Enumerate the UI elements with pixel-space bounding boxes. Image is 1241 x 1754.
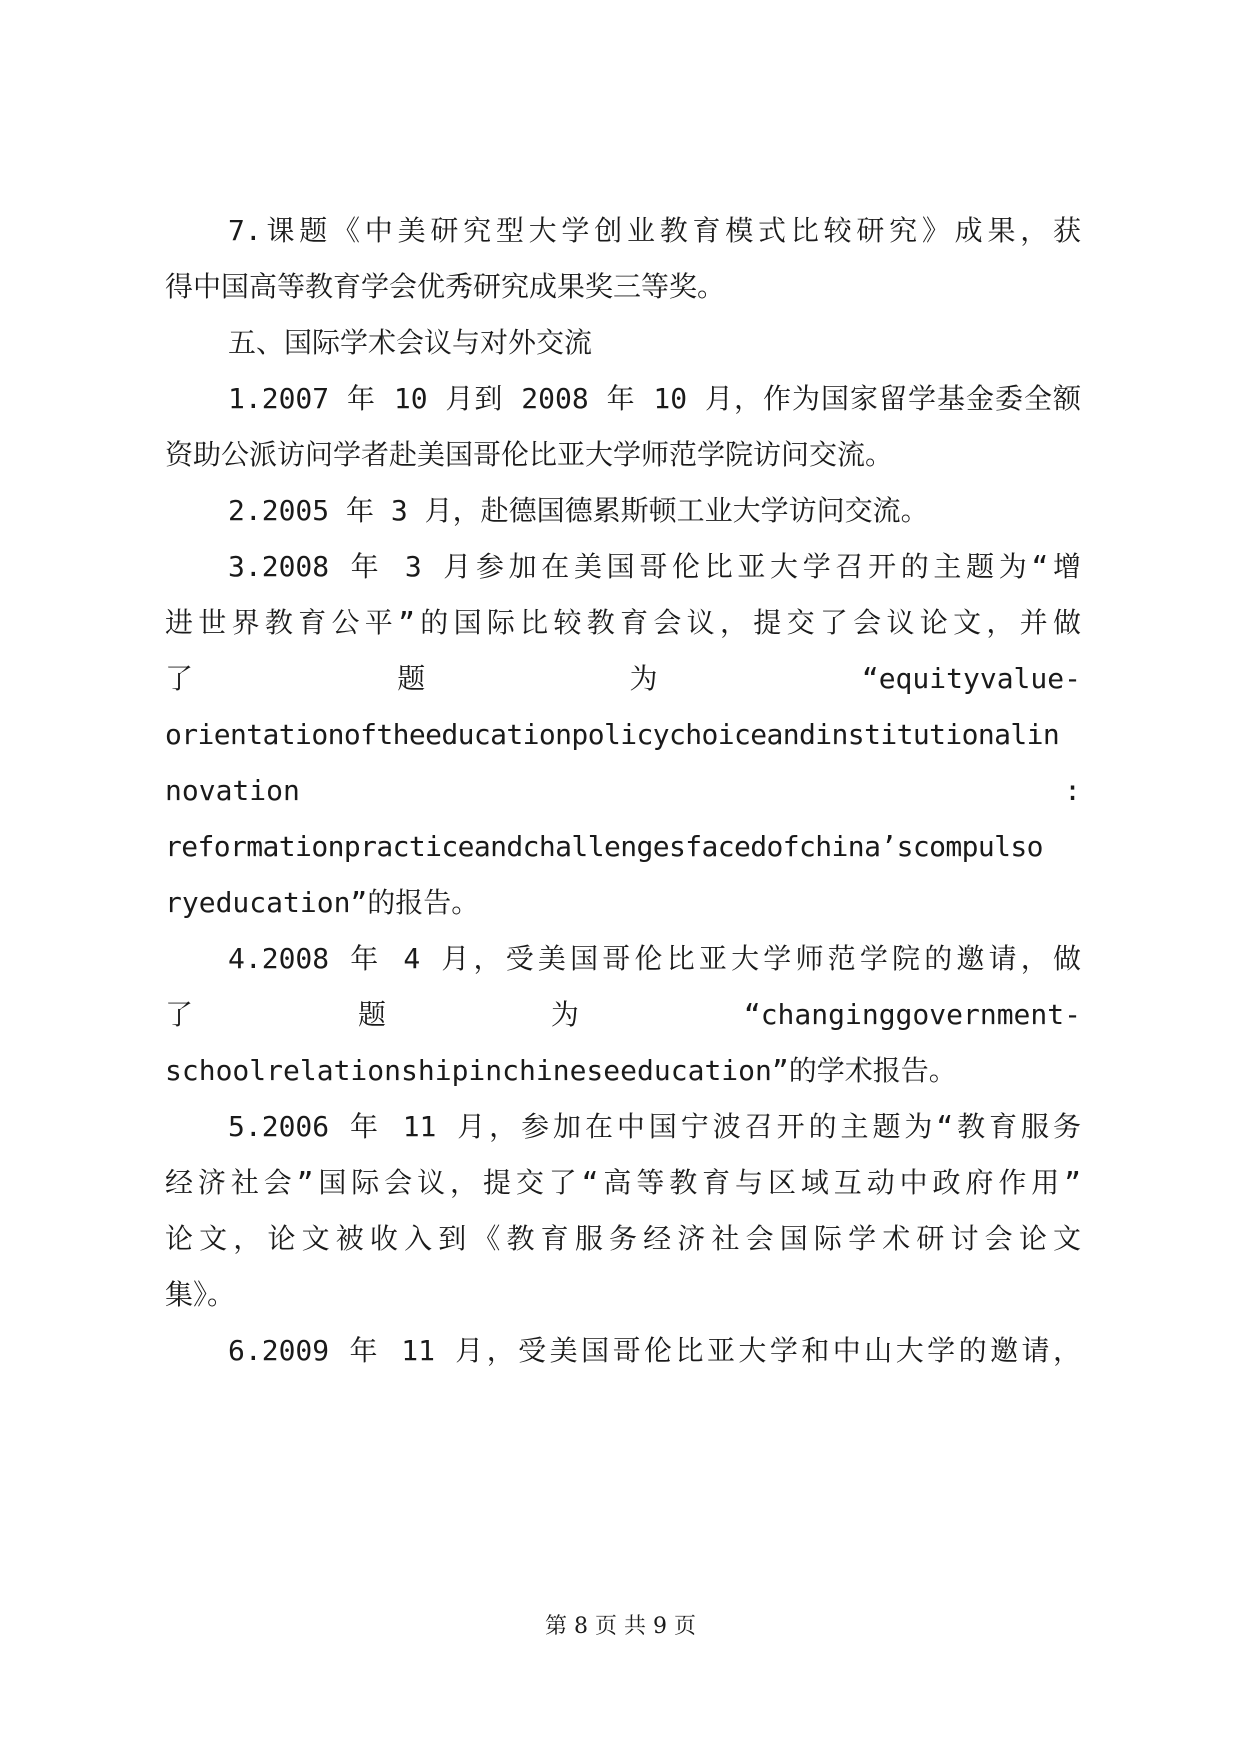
- text-line: 资助公派访问学者赴美国哥伦比亚大学师范学院访问交流。: [165, 438, 894, 471]
- text-line: 得中国高等教育学会优秀研究成果奖三等奖。: [165, 270, 726, 303]
- text-line: 经济社会”国际会议，提交了“高等教育与区域互动中政府作用”: [165, 1166, 1081, 1199]
- text-line: 集》。: [165, 1278, 236, 1311]
- text-line: 了 题 为 “equityvalue-: [165, 662, 1081, 695]
- text-line: 5.2006 年 11 月，参加在中国宁波召开的主题为“教育服务: [228, 1110, 1081, 1143]
- text-line: novation :: [165, 774, 1081, 807]
- text-line: orientationoftheeducationpolicychoiceandinstitutionalin: [165, 718, 1060, 751]
- text-line: 了 题 为 “changinggovernment-: [165, 998, 1081, 1031]
- text-line: 1.2007 年 10 月到 2008 年 10 月，作为国家留学基金委全额: [228, 382, 1081, 415]
- section-heading: 五、国际学术会议与对外交流: [228, 326, 593, 359]
- text-line: reformationpracticeandchallengesfacedofchina’scompulso: [165, 830, 1043, 863]
- text-line: ryeducation”的报告。: [165, 886, 480, 919]
- page-footer: 第 8 页 共 9 页: [545, 1614, 696, 1639]
- text-line: schoolrelationshipinchineseeducation”的学术报告。: [165, 1054, 957, 1087]
- text-line: 论文，论文被收入到《教育服务经济社会国际学术研讨会论文: [165, 1222, 1081, 1255]
- text-line: 7.课题《中美研究型大学创业教育模式比较研究》成果，获: [228, 214, 1081, 247]
- text-line: 4.2008 年 4 月，受美国哥伦比亚大学师范学院的邀请，做: [228, 942, 1081, 975]
- text-line: 进世界教育公平”的国际比较教育会议，提交了会议论文，并做: [165, 606, 1081, 639]
- text-line: 2.2005 年 3 月，赴德国德累斯顿工业大学访问交流。: [228, 494, 929, 527]
- text-line: 3.2008 年 3 月参加在美国哥伦比亚大学召开的主题为“增: [228, 550, 1081, 583]
- text-line: 6.2009 年 11 月，受美国哥伦比亚大学和中山大学的邀请，: [228, 1334, 1081, 1367]
